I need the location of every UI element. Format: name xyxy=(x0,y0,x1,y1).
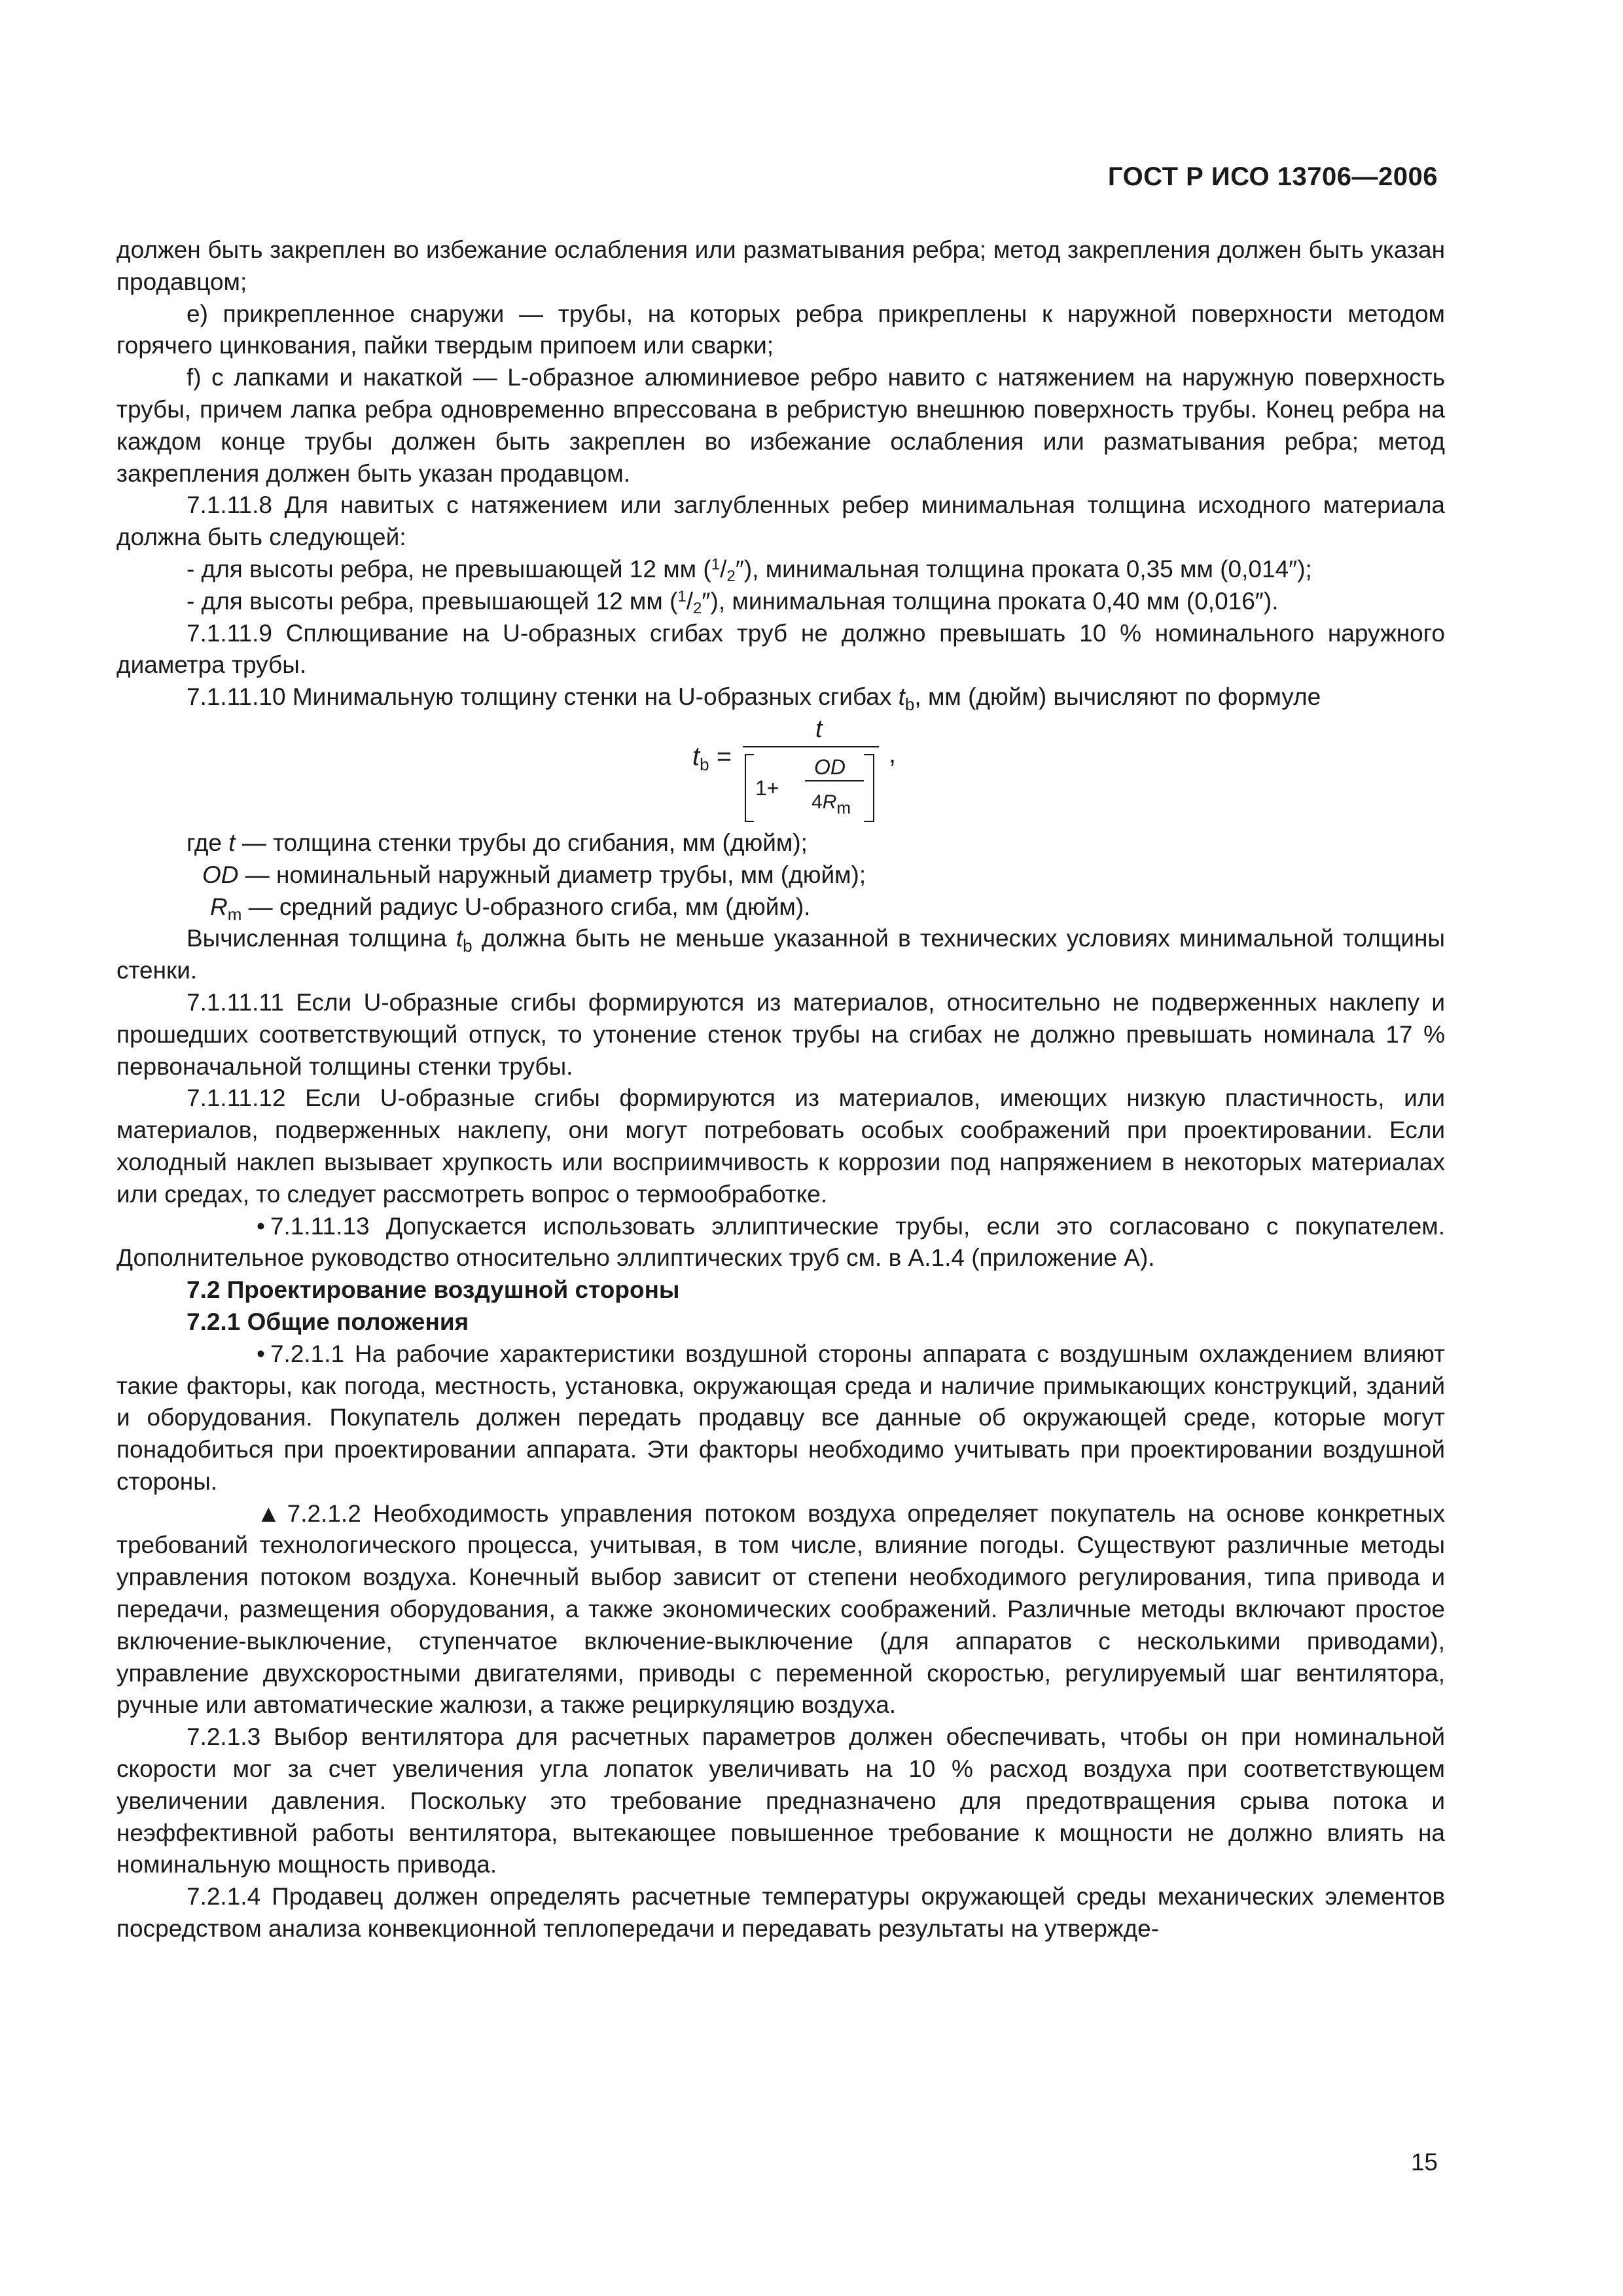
bullet-icon: • xyxy=(257,1340,265,1367)
where-text: — толщина стенки трубы до сгибания, мм (дюйм); xyxy=(235,829,808,856)
list-item-text: - для высоты ребра, не превышающей 12 мм ( xyxy=(187,555,711,583)
fraction-slash: / xyxy=(686,587,694,615)
formula-symbol: R xyxy=(822,791,837,813)
paragraph: 7.1.11.8 Для навитых с натяжением или заглубленных ребер минимальная толщина исходного материала должна быть следующей: xyxy=(116,492,1445,551)
list-item-text: ), минимальная толщина проката 0,35 мм (0,014″); xyxy=(743,555,1312,583)
subsection-heading: 7.2.1 Общие положения xyxy=(187,1308,469,1335)
paragraph: e) прикрепленное снаружи — трубы, на которых ребра прикреплены к наружной поверхности методом горячего цинкования, пайки твердым припоем или сварки; xyxy=(116,300,1445,359)
document-standard-number: ГОСТ Р ИСО 13706—2006 xyxy=(1107,162,1438,191)
symbol-t: t xyxy=(228,829,236,856)
formula-numerator: t xyxy=(815,715,823,743)
where-text: — номинальный наружный диаметр трубы, мм (дюйм); xyxy=(238,861,866,888)
paragraph: 7.2.1.3 Выбор вентилятора для расчетных параметров должен обеспечивать, чтобы он при номинальной скорости мог за счет увеличения угла лопаток увеличивать на 10 % расход воздуха при соответствующем увеличении давления. Поскольку это требование предназначено для предотвращения срыва потока и неэффективной работы вентилятора, вытекающее повышенное требование к мощности не должно влиять на номинальную мощность привода. xyxy=(116,1723,1445,1878)
bracket-tick xyxy=(864,821,873,822)
inch-mark: ″ xyxy=(735,555,744,583)
triangle-icon: ▲ xyxy=(257,1499,281,1527)
list-item-text: ), минимальная толщина проката 0,40 мм (0,016″). xyxy=(710,587,1279,615)
paragraph xyxy=(116,1338,1445,1498)
formula-fraction-bar xyxy=(743,746,879,747)
fraction-numerator: 1 xyxy=(677,587,687,605)
paragraph xyxy=(116,1211,1445,1275)
formula-inner-numerator: OD xyxy=(814,755,846,779)
formula-equals: = xyxy=(709,742,732,771)
formula-inner-denominator xyxy=(812,787,851,819)
page-number: 15 xyxy=(1410,2149,1438,2176)
paragraph xyxy=(116,1498,1445,1722)
symbol-t: t xyxy=(455,925,463,952)
formula-one-plus: 1+ xyxy=(755,776,779,800)
formula xyxy=(116,715,1445,827)
paragraph: 7.1.11.9 Сплющивание на U-образных сгибах труб не должно превышать 10 % номинального наружного диаметра трубы. xyxy=(116,619,1445,679)
paragraph-text: 7.2.1.1 На рабочие характеристики воздушной стороны аппарата с воздушным охлаждением влияют такие факторы, как погода, местность, установка, окружающая среда и наличие примыкающих конструкций, зданий и оборудования. Покупатель должен передать продавцу все данные об окружающей среде, которые могут понадобиться при проектировании аппарата. Эти факторы необходимо учитывать при проектировании воздушной стороны. xyxy=(116,1340,1445,1495)
symbol-od: OD xyxy=(202,861,239,888)
symbol-subscript: b xyxy=(463,936,473,956)
paragraph: 7.2.1.4 Продавец должен определять расчетные температуры окружающей среды механических элементов посредством анализа конвекционной теплопередачи и передавать результаты на утвержде- xyxy=(116,1883,1445,1943)
symbol-t: t xyxy=(898,683,905,711)
paragraph: 7.1.11.12 Если U-образные сгибы формируются из материалов, имеющих низкую пластичность, или материалов, подверженных наклепу, они могут потребовать особых соображений при проектировании. Если холодный наклеп вызывает хрупкость или восприимчивость к коррозии под напряжением в некоторых материалах или средах, то следует рассмотреть вопрос о термообработке. xyxy=(116,1085,1445,1208)
list-item-text: - для высоты ребра, превышающей 12 мм ( xyxy=(187,587,678,615)
paragraph xyxy=(116,681,1445,713)
bracket-tick xyxy=(745,821,754,822)
formula-symbol: t xyxy=(692,742,700,771)
formula-comma: , xyxy=(889,739,897,768)
list-item xyxy=(116,586,1445,618)
bracket-tick xyxy=(864,754,873,755)
paragraph-text: 7.1.11.13 Допускается использовать эллиптические трубы, если это согласовано с покупателем. Дополнительное руководство относительно эллиптических труб см. в А.1.4 (приложение А). xyxy=(116,1212,1445,1272)
section-heading: 7.2 Проектирование воздушной стороны xyxy=(187,1276,680,1304)
formula-inner-bar xyxy=(805,780,864,781)
bracket-tick xyxy=(745,754,754,755)
list-item xyxy=(116,554,1445,586)
paragraph-text: 7.2.1.2 Необходимость управления потоком воздуха определяет покупатель на основе конкретных требований технологического процесса, учитывая, в том числе, влияние погоды. Существуют различные методы управления потоком воздуха. Конечный выбор зависит от степени необходимого регулирования, типа привода и передачи, размещения оборудования, а также экономических соображений. Различные методы включают простое включение-выключение, ступенчатое включение-выключение (для аппаратов с несколькими приводами), управление двухскоростными двигателями, приводы с переменной скоростью, регулируемый шаг вентилятора, ручные или автоматические жалюзи, а также рециркуляцию воздуха. xyxy=(116,1499,1445,1719)
paragraph-text: Вычисленная толщина xyxy=(187,925,456,952)
paragraph: должен быть закреплен во избежание ослабления или разматывания ребра; метод закрепления должен быть указан продавцом; xyxy=(116,236,1445,295)
where-text: — средний радиус U-образного сгиба, мм (дюйм). xyxy=(241,893,811,920)
bullet-icon: • xyxy=(257,1212,265,1240)
paragraph: 7.1.11.11 Если U-образные сгибы формируются из материалов, относительно не подверженных наклепу и прошедших соответствующий отпуск, то утонение стенок трубы на сгибах не должно превышать номинала 17 % первоначальной толщины стенки трубы. xyxy=(116,988,1445,1080)
page-body xyxy=(116,234,1445,1945)
symbol-subscript: m xyxy=(227,904,242,924)
fraction-slash: / xyxy=(720,555,727,583)
formula-subscript: b xyxy=(700,754,709,774)
where-line xyxy=(116,827,1445,859)
where-prefix: где xyxy=(187,829,229,856)
paragraph xyxy=(116,923,1445,987)
paragraph: f) с лапками и накаткой — L-образное алюминиевое ребро навито с натяжением на наружную поверхность трубы, причем лапка ребра одновременно впрессована в ребристую внешнюю поверхность трубы. Конец ребра на каждом конце трубы должен быть закреплен во избежание ослабления или разматывания ребра; метод закрепления должен быть указан продавцом. xyxy=(116,364,1445,487)
inch-mark: ″ xyxy=(702,587,711,615)
paragraph-text: должна быть не меньше указанной в технических условиях минимальной толщины стенки. xyxy=(116,925,1446,984)
formula-subscript: m xyxy=(836,797,851,817)
paragraph-text: , мм (дюйм) вычисляют по формуле xyxy=(914,683,1321,711)
formula-digit: 4 xyxy=(812,791,823,813)
symbol-subscript: b xyxy=(904,694,915,715)
paragraph-text: 7.1.11.10 Минимальную толщину стенки на U-образных сгибах xyxy=(187,683,899,711)
where-line xyxy=(116,859,1445,891)
where-line xyxy=(116,891,1445,924)
symbol-r: R xyxy=(210,893,228,920)
formula-lhs xyxy=(692,741,732,773)
fraction-denominator: 2 xyxy=(693,599,702,617)
fraction-numerator: 1 xyxy=(711,555,721,573)
fraction-denominator: 2 xyxy=(726,567,736,585)
